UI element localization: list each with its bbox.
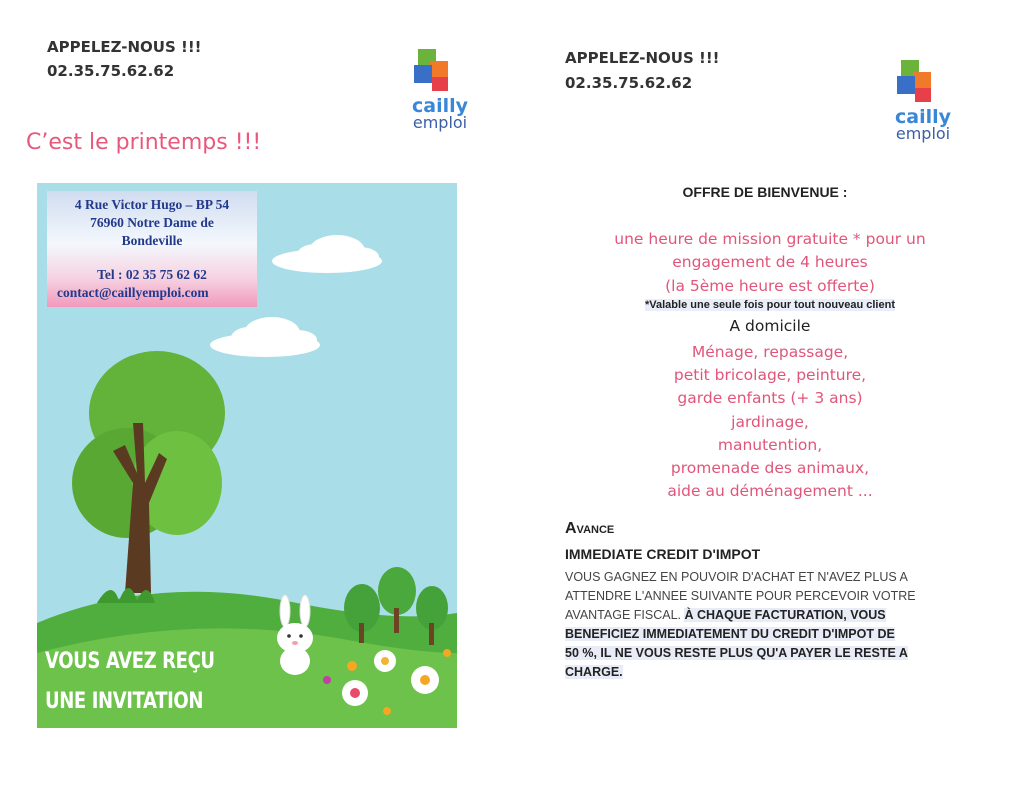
poster-tel: Tel : 02 35 75 62 62 <box>97 267 207 282</box>
address-line1: 4 Rue Victor Hugo – BP 54 <box>74 197 230 212</box>
right-cailly-logo <box>893 56 953 151</box>
service-item: petit bricolage, peinture, <box>673 366 867 385</box>
service-item: manutention, <box>717 435 823 454</box>
credit-impot-heading: IMMEDIATE CREDIT D'IMPOT <box>565 546 761 562</box>
offer-condition-text: *Valable une seule fois pour tout nouveau client <box>645 299 895 311</box>
offer-title: OFFRE DE BIENVENUE : <box>682 184 848 200</box>
offer-line2: engagement de 4 heures <box>672 253 868 271</box>
credit-impot-paragraph <box>565 568 965 682</box>
para-line: VOUS GAGNEZ EN POUVOIR D'ACHAT ET N'AVEZ PLUS A <box>565 570 908 584</box>
avance-heading: Avance <box>565 520 615 537</box>
para-line-strong: BENEFICIEZ IMMEDIATEMENT DU CREDIT D'IMPOT DE <box>565 627 895 641</box>
spring-title: C’est le printemps !!! <box>26 130 262 155</box>
service-item: garde enfants (+ 3 ans) <box>677 389 863 408</box>
para-line <box>565 625 965 644</box>
para-line <box>565 606 965 625</box>
invite-line2: UNE INVITATION <box>45 689 204 714</box>
para-line <box>565 663 965 682</box>
para-line-strong: 50 %, IL NE VOUS RESTE PLUS QU'A PAYER LE RESTE A <box>565 646 908 660</box>
right-call-label: APPELEZ-NOUS !!! <box>565 49 720 67</box>
right-logo-word1: cailly <box>894 106 951 128</box>
invite-line1: VOUS AVEZ REÇU <box>45 649 215 674</box>
left-phone: 02.35.75.62.62 <box>47 62 175 80</box>
service-item: promenade des animaux, <box>670 459 870 478</box>
left-cailly-logo <box>410 45 470 140</box>
para-line-strong: CHARGE. <box>565 665 623 679</box>
left-logo-word2: emploi <box>412 113 468 132</box>
address-box <box>47 191 257 307</box>
para-line <box>565 644 965 663</box>
right-logo-word2: emploi <box>895 124 951 143</box>
para-line-strong: À CHAQUE FACTURATION, VOUS <box>684 608 886 622</box>
service-item: jardinage, <box>731 412 809 431</box>
offer-condition <box>565 299 975 311</box>
para-line-part: AVANTAGE FISCAL. <box>565 608 685 622</box>
offer-line1: une heure de mission gratuite * pour un <box>614 230 926 248</box>
right-phone: 02.35.75.62.62 <box>565 74 693 92</box>
para-line: ATTENDRE L'ANNEE SUIVANTE POUR PERCEVOIR VOTRE <box>565 589 916 603</box>
left-call-label: APPELEZ-NOUS !!! <box>47 38 202 56</box>
address-line3: Bondeville <box>121 233 183 248</box>
services-list <box>565 341 975 503</box>
poster-contact-email: contact@caillyemploi.com <box>57 285 209 300</box>
left-logo-word1: cailly <box>411 95 468 117</box>
service-item: Ménage, repassage, <box>691 343 849 361</box>
offer-line3: (la 5ème heure est offerte) <box>665 277 875 295</box>
invitation-poster <box>37 183 457 728</box>
service-item: aide au déménagement ... <box>667 482 873 501</box>
domicile-label: A domicile <box>729 317 811 335</box>
address-line2: 76960 Notre Dame de <box>90 215 214 230</box>
